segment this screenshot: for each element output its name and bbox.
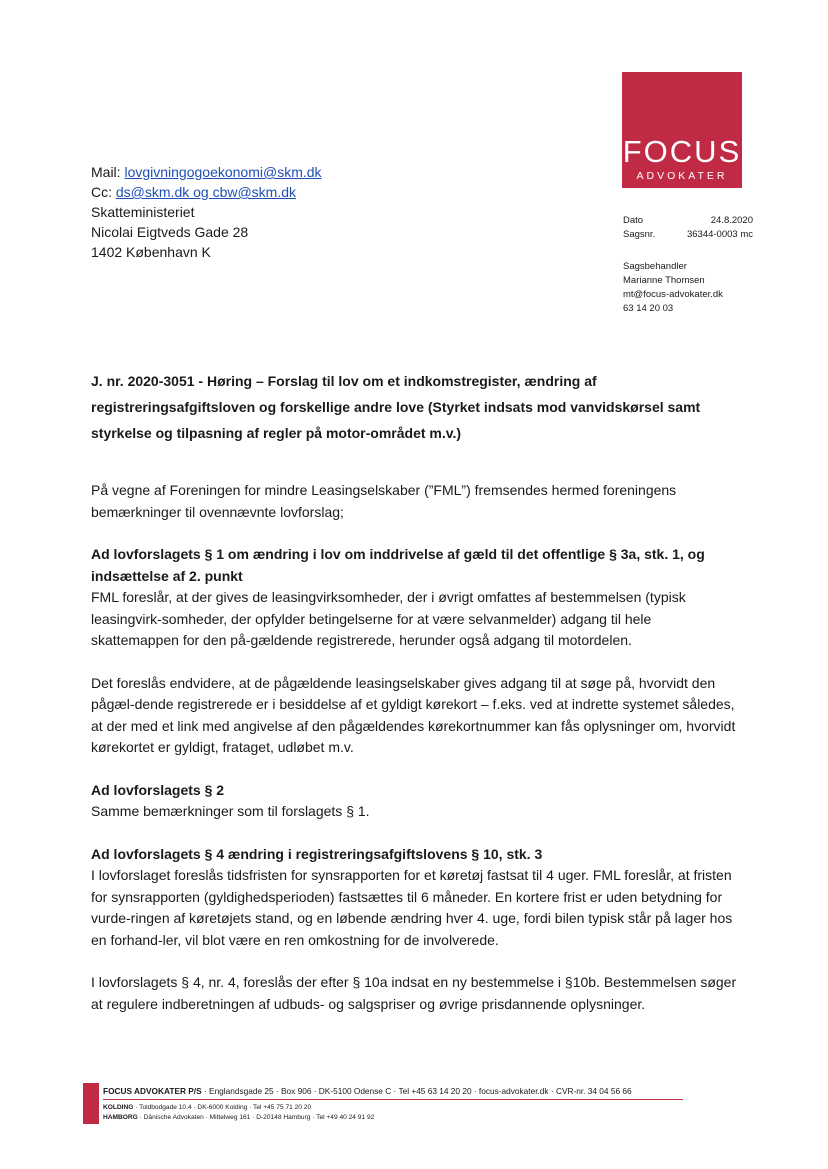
section-paragraph: FML foreslår, at der gives de leasingvirksomheder, der i øvrigt omfattes af bestemmelsen (typisk leasingvirk-somheder, der opfylder betingelserne for at være selvanmelder) adgang til hele skattemappen for den på-gældende registrerede, herunder også adgang til motordelen. — [91, 589, 686, 648]
footer-kolding-address: · Toldbodgade 10,4 · DK-6000 Kolding · Tel +45 75 71 20 20 — [133, 1104, 312, 1111]
footer-brand-mark — [83, 1083, 99, 1124]
section-paragraph: Det foreslås endvidere, at de pågældende leasingselskaber gives adgang til at søge på, hvorvidt den pågæl-dende registrerede er i besiddelse af et gyldigt kørekort – f.eks. ved at indrette systemet således, at der med et link med angivelse af den pågældendes kørekortnummer kan fås oplysninger om, hvorvidt kørekortet er gyldigt, frataget, udløbet m.v. — [91, 674, 736, 755]
letter-title: J. nr. 2020-3051 - Høring – Forslag til lov om et indkomstregister, ændring af registreringsafgiftsloven og forskellige andre love (Styrket indsats mod vanvidskørsel samt styrkelse og tilpasning af regler på motor-området m.v.) — [91, 373, 701, 441]
logo-name: FOCUS — [622, 134, 742, 169]
cc-label: Cc: — [91, 184, 112, 200]
handler-email: mt@focus-advokater.dk — [623, 289, 723, 300]
footer-divider — [103, 1099, 683, 1100]
mail-line — [91, 162, 322, 182]
footer-company: FOCUS ADVOKATER P/S — [103, 1086, 202, 1096]
handler-phone: 63 14 20 03 — [623, 303, 674, 314]
focus-advokater-logo — [622, 72, 742, 188]
footer-kolding-office — [103, 1104, 311, 1111]
letter-body — [91, 480, 741, 1036]
handler-name: Marianne Thomsen — [623, 275, 705, 286]
footer-city-kolding: KOLDING — [103, 1104, 134, 1111]
section-paragraph: I lovforslaget foreslås tidsfristen for synsrapporten for et køretøj fastsat til 4 uger. FML foreslår, at fristen for synsrapporten (gyldighedsperioden) fastsættes til 6 måneder. En kortere frist er uden betydning for vurde-ringen af køretøjets stand, og en løbende ændring hver 4. uge, fordi bilen typisk står på lager hos en forhand-ler, vil blot være en ren omkostning for de involverede. — [91, 867, 733, 948]
date-label: Dato — [623, 215, 644, 226]
section-paragraph: I lovforslagets § 4, nr. 4, foreslås der efter § 10a indsat en ny bestemmelse i §10b. Bestemmelsen søger at regulere indberetningen af udbuds- og salgspriser og øvrige prisdannende oplysninger. — [91, 974, 737, 1012]
cc-link[interactable]: ds@skm.dk og cbw@skm.dk — [115, 184, 297, 200]
recipient-org: Skatteministeriet — [91, 204, 195, 220]
footer-main-office — [103, 1086, 632, 1096]
recipient-block — [91, 162, 322, 262]
footer-hamburg-office — [103, 1114, 374, 1121]
section-paragraph: Samme bemærkninger som til forslagets § 1. — [91, 803, 370, 819]
case-row — [623, 228, 753, 242]
cc-line — [91, 182, 322, 202]
section-heading: Ad lovforslagets § 4 ændring i registreringsafgiftslovens § 10, stk. 3 — [91, 845, 543, 862]
date-row — [623, 214, 753, 228]
footer-hamburg-address: · Dänische Advokaten · Mittelweg 161 · D-20148 Hamburg · Tel +49 40 24 91 92 — [137, 1114, 375, 1121]
recipient-street: Nicolai Eigtveds Gade 28 — [91, 224, 249, 240]
date-value: 24.8.2020 — [710, 215, 753, 226]
section-heading: Ad lovforslagets § 2 — [91, 781, 225, 798]
case-value: 36344-0003 mc — [686, 229, 753, 240]
case-handler — [623, 260, 723, 316]
footer-city-hamburg: HAMBORG — [103, 1114, 138, 1121]
logo-subtitle: ADVOKATER — [636, 170, 728, 182]
intro-paragraph: På vegne af Foreningen for mindre Leasingselskaber (”FML”) fremsendes hermed foreningens bemærkninger til ovennævnte lovforslag; — [91, 482, 677, 520]
section-heading: Ad lovforslagets § 1 om ændring i lov om inddrivelse af gæld til det offentlige § 3a, stk. 1, og indsættelse af 2. punkt — [91, 546, 705, 584]
handler-label: Sagsbehandler — [623, 261, 687, 272]
recipient-city: 1402 København K — [91, 244, 211, 260]
mail-label: Mail: — [91, 164, 121, 180]
mail-link[interactable]: lovgivningogoekonomi@skm.dk — [124, 164, 322, 180]
case-label: Sagsnr. — [623, 229, 656, 240]
document-meta — [623, 214, 753, 242]
footer-main-address: · Englandsgade 25 · Box 906 · DK-5100 Odense C · Tel +45 63 14 20 20 · focus-advokater.dk · CVR-nr. 34 04 56 66 — [201, 1086, 632, 1096]
